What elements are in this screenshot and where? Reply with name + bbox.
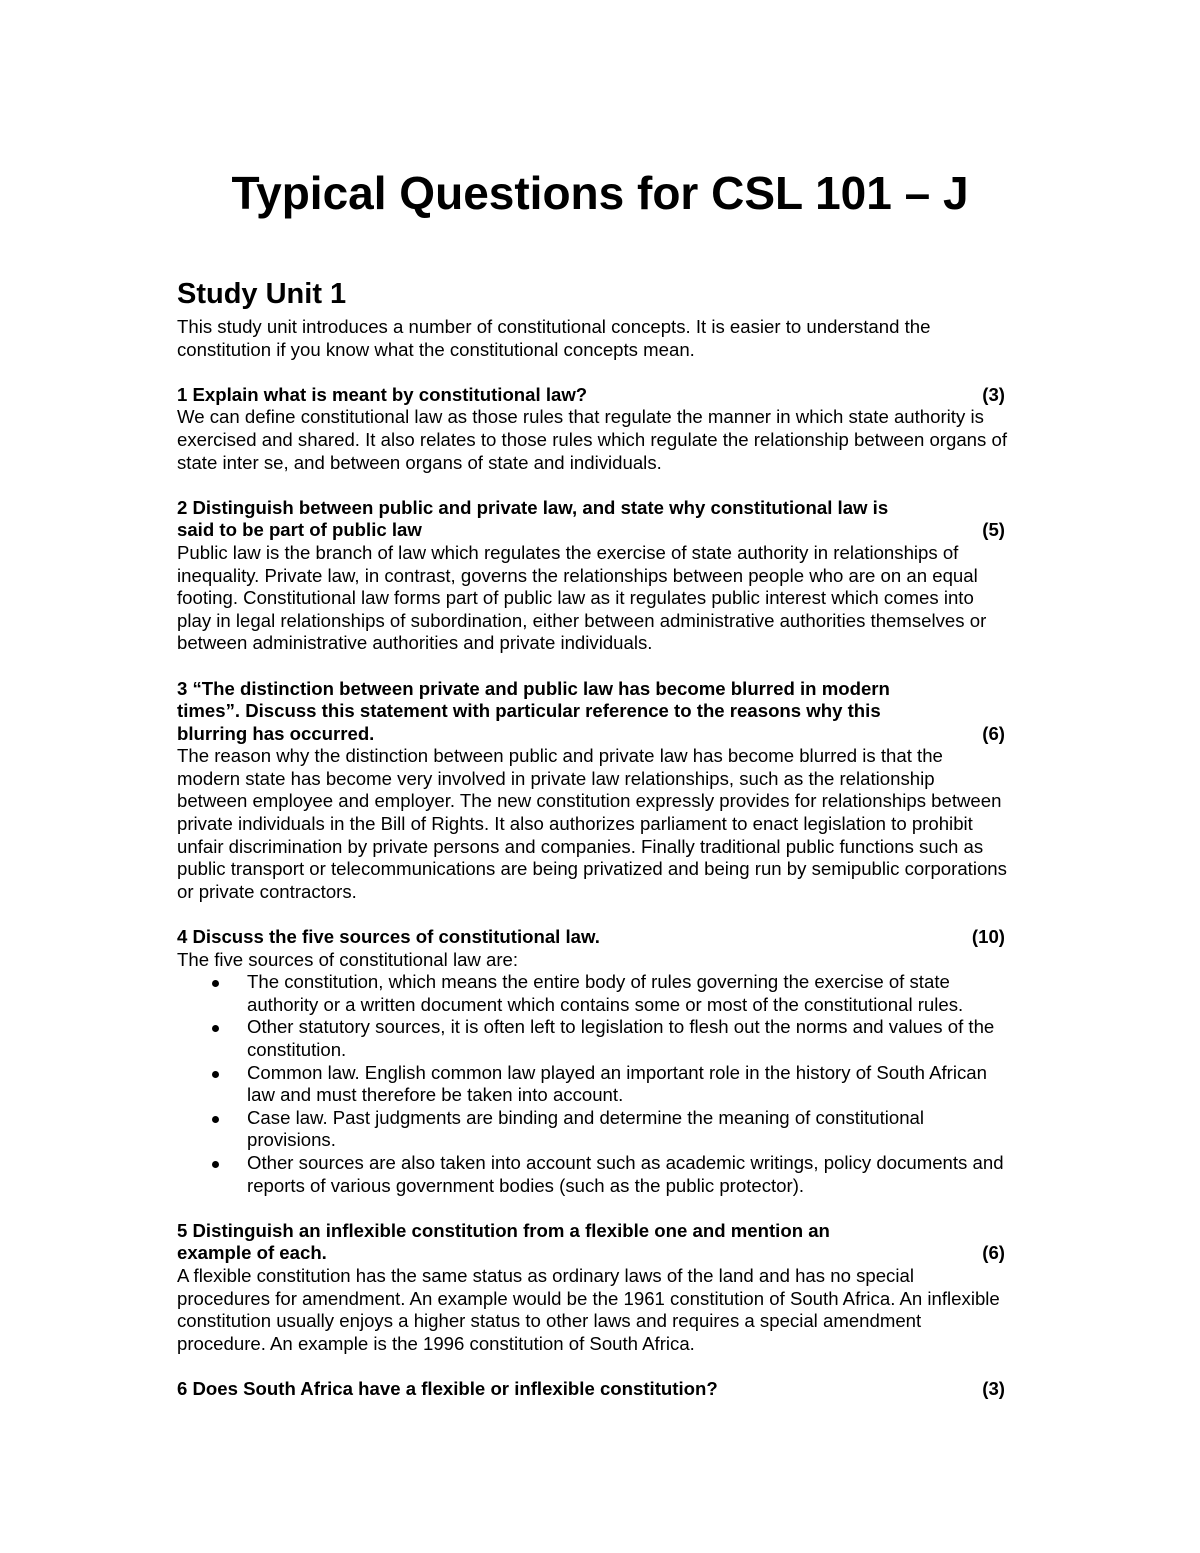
question-3-marks: (6) [982, 722, 1005, 744]
question-4-lead: The five sources of constitutional law are: [177, 948, 519, 970]
bullet-icon [212, 1025, 219, 1032]
list-item-text: Case law. Past judgments are binding and determine the meaning of constitutional provisions. [247, 1106, 925, 1151]
question-2-marks: (5) [982, 519, 1005, 541]
question-5-answer: A flexible constitution has the same status as ordinary laws of the land and has no special procedures for amendment. An example would be the 1961 constitution of South Africa. An inflexible constitution usually enjoys a higher status to other laws and requires a special amendment procedure. An example is the 1996 constitution of South Africa. [177, 1264, 1000, 1354]
question-3 [177, 678, 1007, 904]
question-4-text: 4 Discuss the five sources of constitutional law. [177, 926, 600, 948]
question-2 [177, 497, 1007, 655]
question-2-text: 2 Distinguish between public and private law, and state why constitutional law is [177, 496, 889, 518]
list-item-text: The constitution, which means the entire body of rules governing the exercise of state authority or a written document which contains some or most of the constitutional rules. [247, 971, 964, 1015]
question-3-line [177, 723, 1007, 746]
bullet-icon [212, 980, 219, 987]
bullet-icon [212, 1071, 219, 1078]
question-3-text: 3 “The distinction between private and public law has become blurred in modern times”. Discuss this statement with particular reference to the reasons why this [177, 677, 890, 722]
bullet-icon [212, 1116, 219, 1123]
question-2-text-cont: said to be part of public law [177, 519, 422, 541]
list-item [247, 1016, 1007, 1061]
question-4-marks: (10) [971, 926, 1005, 948]
intro-paragraph: This study unit introduces a number of constitutional concepts. It is easier to understand the constitution if you know what the constitutional concepts mean. [177, 316, 931, 360]
bullet-icon [212, 1161, 219, 1168]
document-body [177, 276, 1007, 1401]
list-item [247, 1152, 1007, 1197]
question-2-answer: Public law is the branch of law which regulates the exercise of state authority in relationships of inequality. Private law, in contrast, governs the relationships between people who are on an equal footing. Constitutional law forms part of public law as it regulates public interest which comes into play in legal relationships of subordination, either between administrative authorities themselves or between administrative authorities and private individuals. [177, 541, 987, 654]
question-1-text: 1 Explain what is meant by constitutional law? [177, 383, 588, 405]
list-item-text: Other sources are also taken into account such as academic writings, policy documents and reports of various government bodies (such as the public protector). [247, 1151, 1004, 1196]
list-item-text: Common law. English common law played an important role in the history of South African law and must therefore be taken into account. [247, 1061, 987, 1106]
question-5-text: 5 Distinguish an inflexible constitution from a flexible one and mention an [177, 1219, 830, 1241]
question-1-marks: (3) [982, 383, 1005, 405]
list-item [247, 1107, 1007, 1152]
list-item [247, 971, 1007, 1016]
question-4 [177, 926, 1007, 1197]
list-item-text: Other statutory sources, it is often left to legislation to flesh out the norms and values of the constitution. [247, 1016, 995, 1060]
sources-list [177, 971, 1007, 1197]
question-5-line [177, 1242, 1007, 1265]
question-6-line [177, 1378, 1007, 1401]
list-item [247, 1062, 1007, 1107]
question-1-line [177, 384, 1007, 407]
question-4-line [177, 926, 1007, 949]
question-1-answer: We can define constitutional law as those rules that regulate the manner in which state authority is exercised and shared. It also relates to those rules which regulate the relationship between organs of state inter se, and between organs of state and individuals. [177, 406, 1007, 473]
document-title: Typical Questions for CSL 101 – J [231, 167, 969, 219]
question-5-marks: (6) [982, 1242, 1005, 1264]
question-5-text-cont: example of each. [177, 1242, 327, 1264]
question-6-marks: (3) [982, 1377, 1005, 1399]
question-1 [177, 384, 1007, 474]
question-3-text-cont: blurring has occurred. [177, 722, 375, 744]
question-3-answer: The reason why the distinction between public and private law has become blurred is that the modern state has become very involved in private law relationships, such as the relationship between employee and employer. The new constitution expressly provides for relationships between private individuals in the Bill of Rights. It also authorizes parliament to enact legislation to prohibit unfair discrimination by private persons and companies. Finally traditional public functions such as public transport or telecommunications are being privatized and being run by semipublic corporations or private contractors. [177, 745, 1007, 902]
question-5 [177, 1220, 1007, 1356]
study-unit-heading: Study Unit 1 [177, 278, 347, 310]
question-2-line [177, 519, 1007, 542]
question-6 [177, 1378, 1007, 1401]
question-6-text: 6 Does South Africa have a flexible or inflexible constitution? [177, 1377, 718, 1399]
